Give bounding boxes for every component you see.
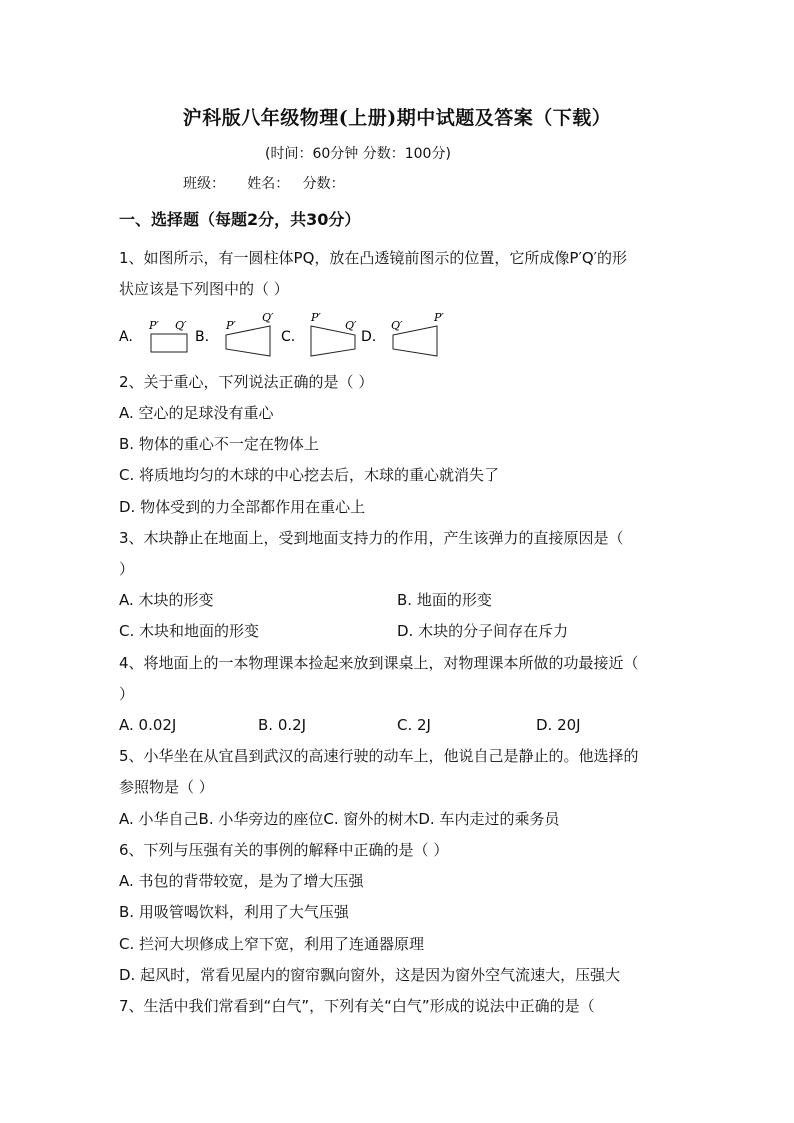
question-3-text: 3、木块静止在地面上，受到地面支持力的作用，产生该弹力的直接原因是（ — [119, 529, 624, 547]
question-1-text-cont: 状应该是下列图中的（ ） — [119, 280, 289, 298]
question-2-option-b: B. 物体的重心不一定在物体上 — [119, 435, 319, 453]
question-1-figure-options — [119, 312, 459, 362]
option-b-letter: B. — [195, 329, 210, 345]
question-2-option-a: A. 空心的足球没有重心 — [119, 404, 274, 422]
question-6-text: 6、下列与压强有关的事例的解释中正确的是（ ） — [119, 841, 449, 859]
question-2-option-c: C. 将质地均匀的木球的中心挖去后，木球的重心就消失了 — [119, 466, 500, 484]
question-7-text: 7、生活中我们常看到“白气”，下列有关“白气”形成的说法中正确的是（ — [119, 997, 595, 1015]
question-3-option-d: D. 木块的分子间存在斥力 — [397, 622, 569, 640]
question-3-option-b: B. 地面的形变 — [397, 591, 492, 609]
question-6-option-a: A. 书包的背带较宽，是为了增大压强 — [119, 872, 364, 890]
option-c-left-label: P′ — [311, 312, 321, 324]
question-5-options: A. 小华自己B. 小华旁边的座位C. 窗外的树木D. 车内走过的乘务员 — [119, 810, 560, 828]
question-4-option-d: D. 20J — [536, 716, 581, 734]
question-1-text: 1、如图所示，有一圆柱体PQ，放在凸透镜前图示的位置，它所成像P′Q′的形 — [119, 249, 628, 267]
question-6-option-c: C. 拦河大坝修成上窄下宽，利用了连通器原理 — [119, 935, 425, 953]
page-title: 沪科版八年级物理(上册)期中试题及答案（下载） — [182, 107, 612, 129]
question-4-text-cont: ） — [119, 685, 135, 703]
time-score-line: (时间：60分钟 分数：100分) — [265, 146, 451, 162]
question-3-text-cont: ） — [119, 560, 135, 578]
option-c-letter: C. — [281, 329, 296, 345]
option-b-left-label: P′ — [226, 319, 236, 332]
question-4-text: 4、将地面上的一本物理课本捡起来放到课桌上，对物理课本所做的功最接近（ — [119, 654, 639, 672]
option-a-left-label: P′ — [149, 319, 159, 332]
option-a-letter: A. — [119, 329, 133, 345]
student-info-line: 班级： 姓名： 分数： — [183, 176, 345, 192]
option-d-letter: D. — [361, 329, 377, 345]
question-6-option-d: D. 起风时，常看见屋内的窗帘飘向窗外，这是因为窗外空气流速大，压强大 — [119, 966, 621, 984]
question-3-option-a: A. 木块的形变 — [119, 591, 214, 609]
option-d-left-label: Q′ — [391, 319, 403, 332]
option-b-right-label: Q′ — [262, 312, 274, 324]
section-heading: 一、选择题（每题2分，共30分） — [119, 210, 361, 229]
option-d-right-label: P′ — [434, 312, 444, 324]
option-c-right-label: Q′ — [345, 319, 357, 332]
question-4-option-b: B. 0.2J — [258, 716, 307, 734]
question-6-option-b: B. 用吸管喝饮料，利用了大气压强 — [119, 903, 349, 921]
question-2-option-d: D. 物体受到的力全部都作用在重心上 — [119, 498, 366, 516]
question-4-option-a: A. 0.02J — [119, 716, 177, 734]
question-3-option-c: C. 木块和地面的形变 — [119, 622, 260, 640]
lens-image-options-figure — [119, 312, 459, 362]
question-2-text: 2、关于重心，下列说法正确的是（ ） — [119, 373, 374, 391]
question-4-option-c: C. 2J — [397, 716, 431, 734]
question-5-text: 5、小华坐在从宜昌到武汉的高速行驶的动车上，他说自己是静止的。他选择的 — [119, 747, 639, 765]
question-5-text-cont: 参照物是（ ） — [119, 778, 214, 796]
option-a-shape — [151, 334, 187, 352]
option-a-right-label: Q′ — [175, 319, 187, 332]
